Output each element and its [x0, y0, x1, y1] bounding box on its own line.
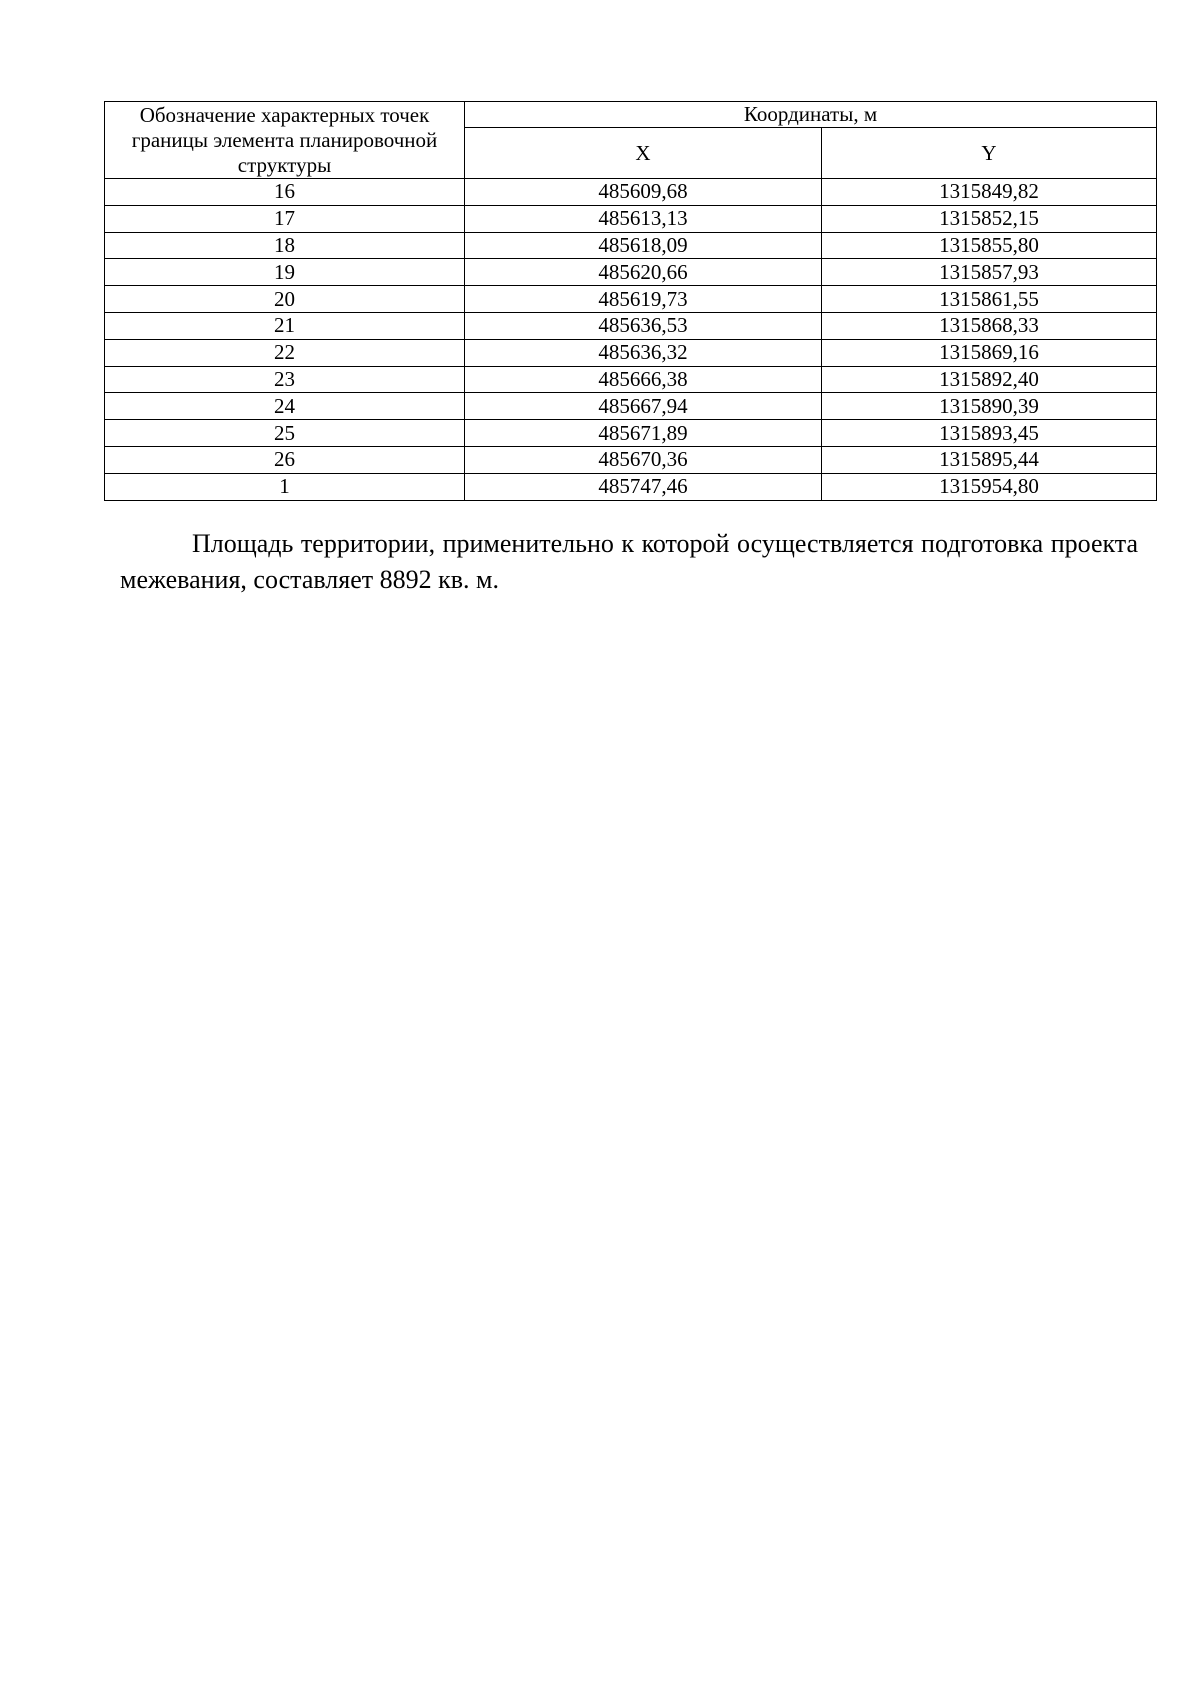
y-cell: 1315852,15: [822, 205, 1157, 232]
x-cell: 485671,89: [465, 420, 822, 447]
y-cell: 1315893,45: [822, 420, 1157, 447]
x-column-header: X: [465, 128, 822, 179]
y-cell: 1315855,80: [822, 232, 1157, 259]
table-row: [105, 179, 1157, 206]
table-row: [105, 473, 1157, 500]
point-cell: 26: [105, 446, 465, 473]
x-cell: 485666,38: [465, 366, 822, 393]
x-cell: 485619,73: [465, 286, 822, 313]
point-cell: 17: [105, 205, 465, 232]
point-cell: 1: [105, 473, 465, 500]
table-row: [105, 312, 1157, 339]
point-cell: 22: [105, 339, 465, 366]
y-column-header: Y: [822, 128, 1157, 179]
x-cell: 485670,36: [465, 446, 822, 473]
y-cell: 1315849,82: [822, 179, 1157, 206]
area-paragraph-text: Площадь территории, применительно к которой осуществляется подготовка проекта межевания, составляет 8892 кв. м.: [120, 529, 1138, 594]
point-cell: 21: [105, 312, 465, 339]
y-cell: 1315861,55: [822, 286, 1157, 313]
x-cell: 485613,13: [465, 205, 822, 232]
x-cell: 485636,53: [465, 312, 822, 339]
table-row: [105, 366, 1157, 393]
y-cell: 1315895,44: [822, 446, 1157, 473]
point-cell: 18: [105, 232, 465, 259]
table-body: [105, 179, 1157, 501]
table-row: [105, 339, 1157, 366]
y-cell: 1315890,39: [822, 393, 1157, 420]
table-row: [105, 446, 1157, 473]
area-paragraph: [120, 526, 1138, 598]
point-cell: 24: [105, 393, 465, 420]
x-cell: 485618,09: [465, 232, 822, 259]
y-cell: 1315868,33: [822, 312, 1157, 339]
point-cell: 19: [105, 259, 465, 286]
point-column-header: Обозначение характерных точек границы элемента планировочной структуры: [105, 102, 465, 179]
table-row: [105, 205, 1157, 232]
x-cell: 485609,68: [465, 179, 822, 206]
point-cell: 23: [105, 366, 465, 393]
point-cell: 25: [105, 420, 465, 447]
y-cell: 1315954,80: [822, 473, 1157, 500]
x-cell: 485747,46: [465, 473, 822, 500]
coordinates-table: [104, 101, 1157, 501]
point-cell: 20: [105, 286, 465, 313]
table-header: [105, 102, 1157, 179]
point-cell: 16: [105, 179, 465, 206]
x-cell: 485636,32: [465, 339, 822, 366]
x-cell: 485620,66: [465, 259, 822, 286]
table-row: [105, 259, 1157, 286]
y-cell: 1315857,93: [822, 259, 1157, 286]
table-row: [105, 232, 1157, 259]
y-cell: 1315869,16: [822, 339, 1157, 366]
x-cell: 485667,94: [465, 393, 822, 420]
table-row: [105, 286, 1157, 313]
coordinates-group-header: Координаты, м: [465, 102, 1157, 128]
table-row: [105, 393, 1157, 420]
y-cell: 1315892,40: [822, 366, 1157, 393]
table-row: [105, 420, 1157, 447]
